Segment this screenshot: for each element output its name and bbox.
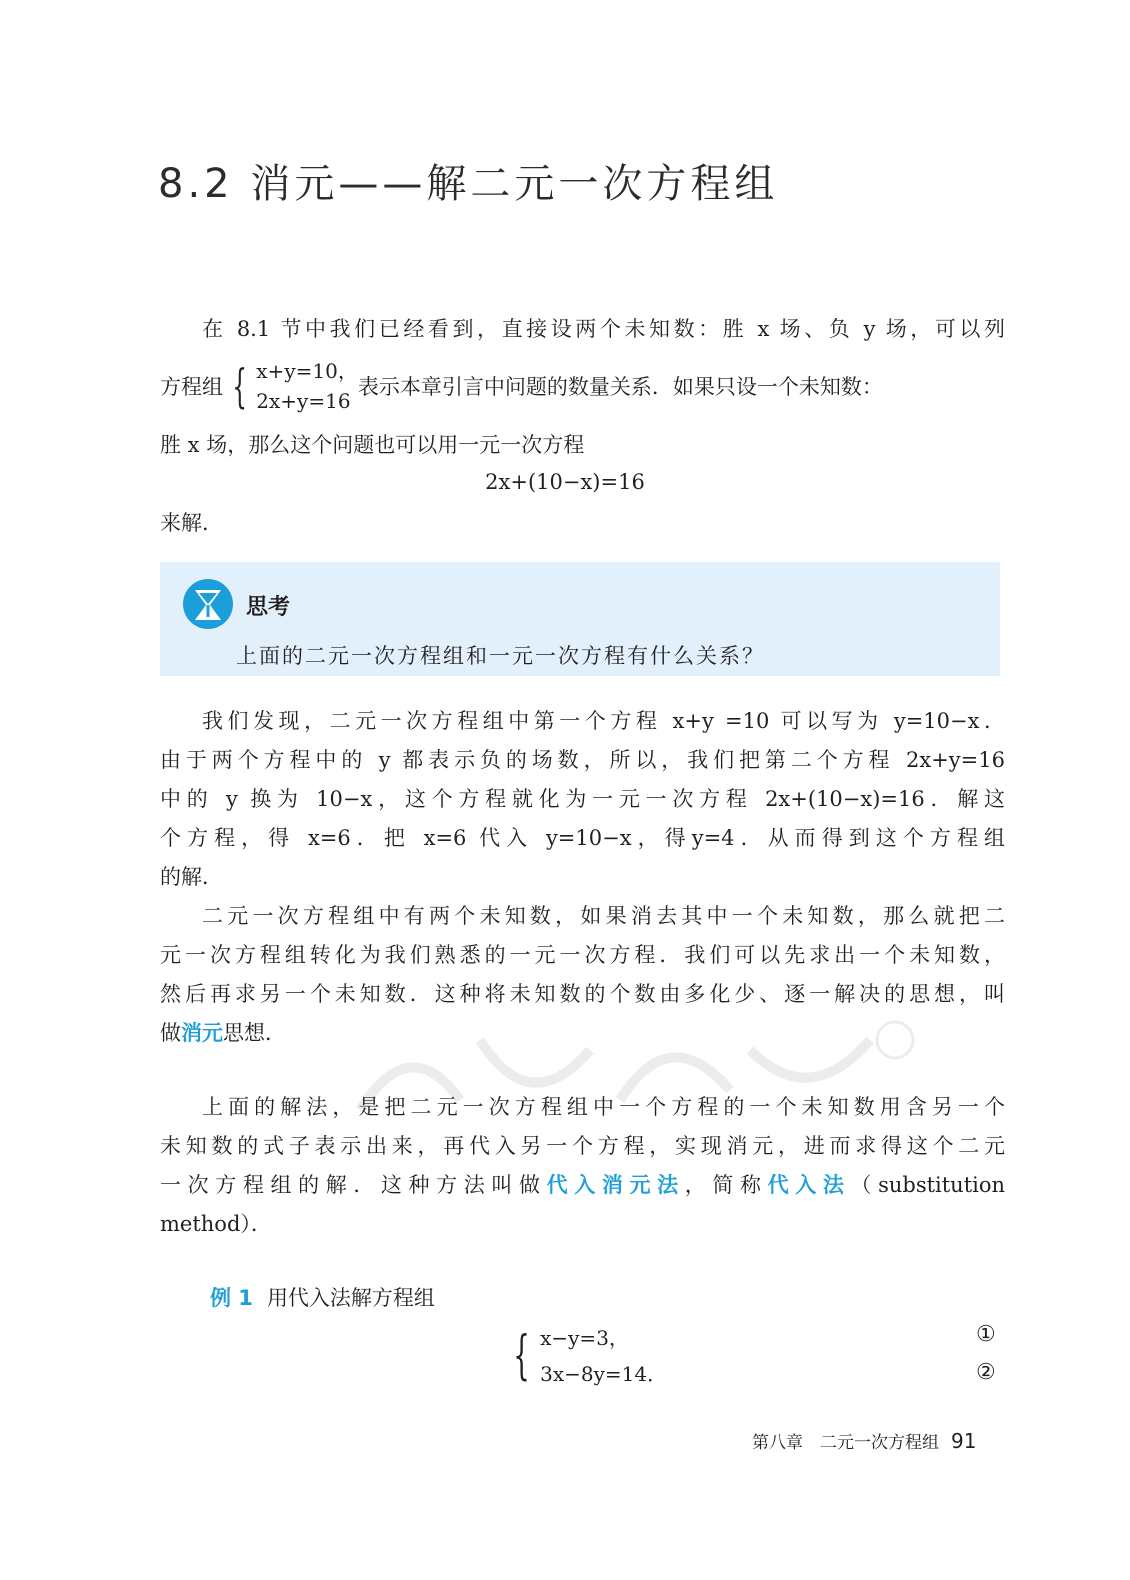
section-title: 8.2 消元——解二元一次方程组: [158, 161, 779, 207]
intro-system-prefix: 方程组: [160, 375, 223, 399]
example-text: 用代入法解方程组: [266, 1286, 435, 1310]
para2-line-3: 然后再求另一个未知数．这种将未知数的个数由多化少、逐一解决的思想，叫: [160, 982, 1005, 1006]
intro-line-3-wrap: [160, 426, 1005, 465]
think-icon: [182, 578, 234, 630]
term-daiqiu-fa: 代入法: [767, 1173, 851, 1197]
left-brace: {: [232, 359, 247, 413]
think-question: 上面的二元一次方程组和一元一次方程有什么关系？: [236, 644, 765, 668]
intro-line-1: 在 8.1 节中我们已经看到，直接设两个未知数：胜 x 场、负 y 场，可以列: [202, 317, 1005, 341]
intro-system-suffix: 表示本章引言中问题的数量关系．如果只设一个未知数：: [357, 375, 883, 399]
example-system: [503, 1320, 667, 1392]
system-equation-1: x+y=10，: [256, 359, 358, 383]
think-label: 思考: [246, 595, 291, 620]
system-equation-2: 2x+y=16: [256, 389, 351, 413]
para3-line-1: 上面的解法，是把二元一次方程组中一个方程的一个未知数用含另一个: [202, 1095, 1005, 1119]
equation-marker-2: ②: [976, 1360, 996, 1385]
para1-line-4: 个方程，得 x=6．把 x=6 代入 y=10−x，得y=4．从而得到这个方程组: [160, 826, 1005, 850]
para2-line-2: 元一次方程组转化为我们熟悉的一元一次方程．我们可以先求出一个未知数，: [160, 943, 1005, 967]
intro-line-4-wrap: [160, 504, 1005, 543]
para3-line3-mid: ，简称: [684, 1173, 768, 1197]
example-label: 例 1: [210, 1286, 253, 1310]
para3-line-2: 未知数的式子表示出来，再代入另一个方程，实现消元，进而求得这个二元: [160, 1134, 1005, 1158]
para3-line-4: method）．: [160, 1212, 272, 1236]
term-daiqiu-xiaoyuan-fa: 代入消元法: [546, 1173, 685, 1197]
page-number: 91: [951, 1429, 977, 1453]
example-equation-2: 3x−8y=14．: [540, 1362, 668, 1386]
term-xiaoyuan: 消元: [181, 1021, 223, 1045]
paragraph-3: [160, 1088, 1005, 1244]
para3-line-3: [160, 1166, 1005, 1205]
para2-last-suffix: 思想．: [223, 1021, 286, 1045]
intro-line-4: 来解．: [160, 511, 223, 535]
example-equation-1: x−y=3，: [540, 1326, 629, 1350]
footer-chapter: 第八章 二元一次方程组: [752, 1433, 939, 1453]
example-1: [210, 1282, 435, 1312]
page-footer: [752, 1428, 976, 1453]
intro-paragraph: [160, 310, 1005, 349]
example-equations: [540, 1320, 667, 1392]
para2-last-prefix: 做: [160, 1021, 181, 1045]
para1-line-2: 由于两个方程中的 y 都表示负的场数，所以，我们把第二个方程 2x+y=16: [160, 748, 1005, 772]
intro-system-line: [160, 356, 883, 416]
para1-line-1: 我们发现，二元一次方程组中第一个方程 x+y =10 可以写为 y=10−x．: [202, 709, 1005, 733]
para3-line3-suffix: （substitution: [850, 1173, 1006, 1197]
centered-equation: 2x+(10−x)=16: [485, 470, 645, 494]
para1-line-5: 的解．: [160, 865, 223, 889]
example-brace: {: [513, 1326, 530, 1386]
para3-line3-prefix: 一次方程组的解．这种方法叫做: [160, 1173, 547, 1197]
para2-line-1: 二元一次方程组中有两个未知数，如果消去其中一个未知数，那么就把二: [202, 904, 1005, 928]
paragraph-1: [160, 702, 1005, 897]
intro-line-3: 胜 x 场，那么这个问题也可以用一元一次方程: [160, 433, 585, 457]
think-box: [160, 562, 1000, 676]
equation-marker-1: ①: [976, 1322, 996, 1347]
para1-line-3: 中的 y 换为 10−x，这个方程就化为一元一次方程 2x+(10−x)=16．解这: [160, 787, 1005, 811]
equation-system: [256, 356, 358, 416]
